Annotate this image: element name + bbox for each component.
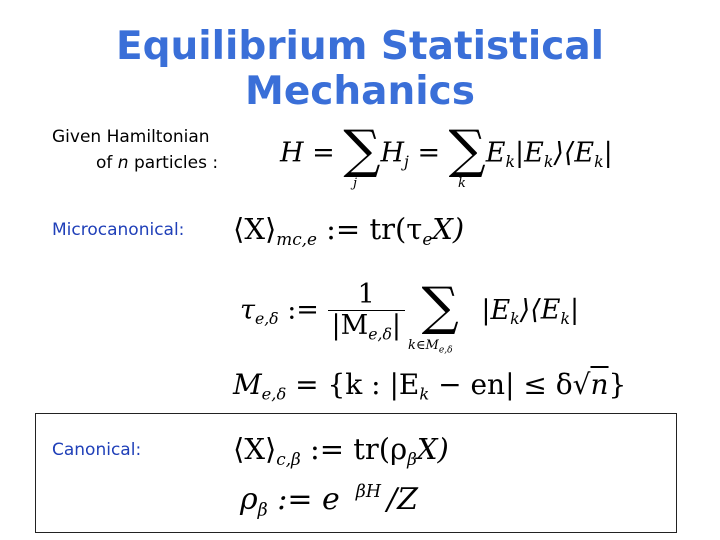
tau-assign: :=	[278, 294, 328, 326]
microcanonical-label: Microcanonical:	[52, 220, 185, 240]
tau-sum-index	[408, 338, 453, 356]
hamiltonian-equation	[280, 120, 613, 180]
given-line-2	[52, 150, 218, 176]
shell-rhs: = {k : |E	[286, 368, 420, 401]
h-proj-end: |	[603, 137, 613, 169]
given-line-2-prefix: of	[96, 153, 118, 173]
shell-lhs-sub: e,δ	[261, 384, 287, 404]
canon-lhs: ⟨X⟩	[233, 432, 277, 466]
tau-proj-sub2: k	[560, 309, 570, 329]
tau-proj-sub1: k	[510, 309, 520, 329]
microcanonical-expectation	[233, 212, 464, 249]
rho-lhs-sub: β	[257, 500, 268, 521]
micro-rhs-sub: e	[422, 228, 433, 249]
h-eq2: =	[408, 137, 449, 169]
h-term1-sub: j	[404, 151, 409, 171]
shell-rhs-sub: k	[419, 384, 430, 404]
tau-sum-index-sub: e,δ	[438, 345, 453, 356]
h-proj: |E	[515, 137, 544, 169]
tau-sum-index-main: k∈M	[408, 338, 439, 353]
rho-exponent: βH	[355, 482, 382, 502]
canon-rhs: := tr(ρ	[300, 432, 408, 466]
h-lhs: H =	[280, 137, 344, 169]
shell-n: n	[590, 368, 609, 401]
tau-equation	[240, 277, 580, 344]
tau-den-main: |M	[331, 309, 369, 341]
tau-numerator: 1	[328, 280, 406, 311]
tau-lhs-sub: e,δ	[254, 309, 279, 329]
canon-rhs-sub: β	[407, 448, 417, 469]
micro-lhs: ⟨X⟩	[233, 212, 277, 246]
h-proj-sub2: k	[594, 151, 604, 171]
tau-lhs: τ	[240, 294, 255, 326]
rho-equation	[240, 482, 418, 520]
tau-den-end: |	[391, 309, 402, 341]
micro-rhs-end: X)	[432, 212, 465, 246]
h-term1: H	[380, 137, 405, 169]
shell-equation	[233, 368, 626, 404]
given-line-1: Given Hamiltonian	[52, 127, 210, 147]
canonical-expectation	[233, 432, 449, 469]
micro-lhs-sub: mc,e	[276, 228, 317, 249]
given-hamiltonian-label	[52, 124, 218, 176]
h-proj-mid: ⟩⟨E	[553, 137, 595, 169]
shell-rhs-end: }	[608, 368, 627, 401]
tau-proj-end: |	[569, 294, 580, 326]
slide-title: Equilibrium Statistical Mechanics	[115, 24, 604, 114]
sum-symbol-1: ∑	[343, 120, 381, 180]
rho-end: /Z	[387, 482, 418, 518]
shell-lhs: M	[233, 368, 262, 401]
canon-lhs-sub: c,β	[276, 448, 301, 469]
h-term2-sub: k	[505, 151, 516, 171]
h-term2: E	[485, 137, 506, 169]
sum-index-j: j	[353, 176, 358, 191]
n-variable: n	[117, 153, 129, 173]
rho-assign: := e	[267, 482, 340, 518]
h-proj-sub1: k	[543, 151, 554, 171]
tau-den-sub: e,δ	[368, 324, 392, 344]
canon-rhs-end: X)	[416, 432, 449, 466]
sum-symbol-3: ∑	[421, 277, 459, 338]
rho-lhs: ρ	[240, 482, 258, 518]
micro-rhs: := tr(τ	[316, 212, 423, 246]
shell-rhs-mid: − en| ≤ δ√	[429, 368, 591, 401]
tau-fraction	[328, 280, 406, 342]
tau-proj-mid: ⟩⟨E	[519, 294, 561, 326]
tau-proj: |E	[481, 294, 511, 326]
canonical-label: Canonical:	[52, 440, 142, 460]
given-line-2-suffix: particles :	[128, 153, 219, 173]
tau-denominator	[328, 311, 406, 343]
sum-symbol-2: ∑	[448, 120, 486, 180]
sum-index-k: k	[458, 176, 466, 191]
